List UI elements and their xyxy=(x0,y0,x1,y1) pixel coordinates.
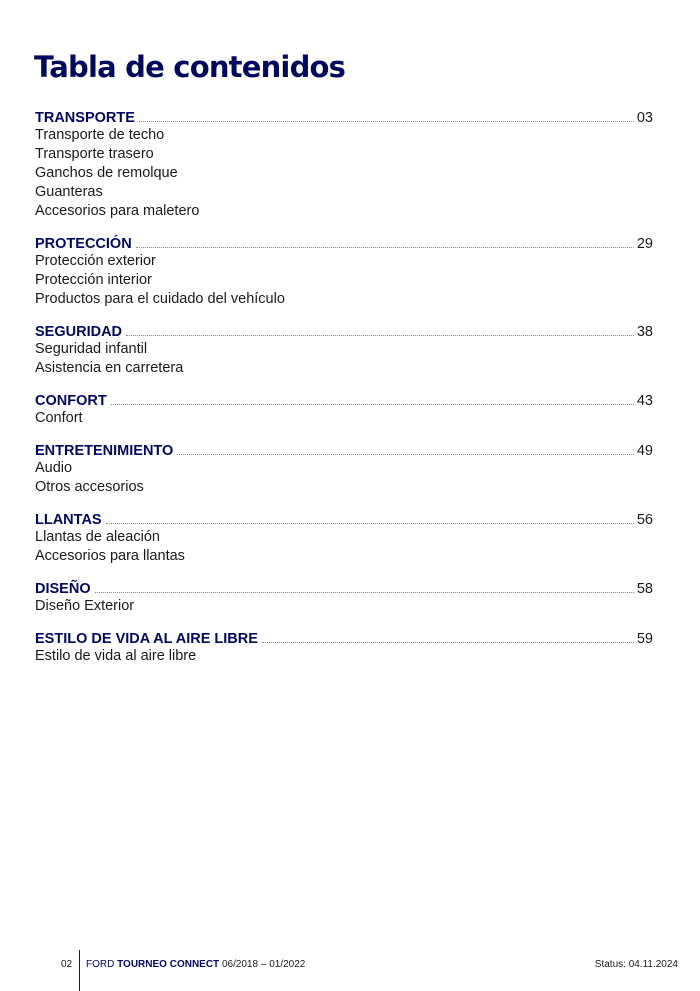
section-title: ESTILO DE VIDA AL AIRE LIBRE xyxy=(35,631,258,647)
dot-leader xyxy=(95,592,634,593)
toc-item[interactable]: Productos para el cuidado del vehículo xyxy=(35,291,285,307)
dot-leader xyxy=(139,121,634,122)
toc-section-heading[interactable] xyxy=(35,389,653,409)
dot-leader xyxy=(177,454,634,455)
toc-section-heading[interactable] xyxy=(35,508,653,528)
toc-item[interactable]: Protección exterior xyxy=(35,253,156,269)
toc-item[interactable]: Protección interior xyxy=(35,272,152,288)
toc-item[interactable]: Llantas de aleación xyxy=(35,529,160,545)
footer-brand: FORD xyxy=(86,959,115,970)
toc-section xyxy=(35,320,653,378)
section-page-number: 56 xyxy=(636,512,653,528)
toc-item[interactable]: Diseño Exterior xyxy=(35,598,135,614)
page-title: Tabla de contenidos xyxy=(34,50,346,84)
toc-item[interactable]: Audio xyxy=(35,460,73,476)
toc-section xyxy=(35,577,653,616)
section-page-number: 38 xyxy=(636,324,653,340)
toc-section xyxy=(35,389,653,428)
section-page-number: 59 xyxy=(636,631,653,647)
footer-date-range: 06/2018 – 01/2022 xyxy=(221,959,306,970)
footer-status: Status: 04.11.2024 xyxy=(594,959,678,970)
toc-item[interactable]: Guanteras xyxy=(35,184,103,200)
section-title: CONFORT xyxy=(35,393,107,409)
toc-item[interactable]: Confort xyxy=(35,410,83,426)
toc-item[interactable]: Transporte de techo xyxy=(35,127,165,143)
section-page-number: 49 xyxy=(636,443,653,459)
toc-item[interactable]: Ganchos de remolque xyxy=(35,165,178,181)
toc-item[interactable]: Seguridad infantil xyxy=(35,341,148,357)
dot-leader xyxy=(106,523,634,524)
dot-leader xyxy=(262,642,634,643)
toc-section xyxy=(35,508,653,566)
dot-leader xyxy=(126,335,634,336)
toc-item[interactable]: Asistencia en carretera xyxy=(35,360,184,376)
toc-section xyxy=(35,232,653,309)
toc-item[interactable]: Accesorios para maletero xyxy=(35,203,200,219)
section-title: DISEÑO xyxy=(35,581,91,597)
toc-item[interactable]: Accesorios para llantas xyxy=(35,548,185,564)
toc-item[interactable]: Otros accesorios xyxy=(35,479,144,495)
section-title: SEGURIDAD xyxy=(35,324,123,340)
section-page-number: 03 xyxy=(636,110,653,126)
footer-page-number: 02 xyxy=(61,959,73,970)
toc-section-heading[interactable] xyxy=(35,232,653,252)
section-title: LLANTAS xyxy=(35,512,102,528)
section-title: ENTRETENIMIENTO xyxy=(35,443,174,459)
toc-item[interactable]: Transporte trasero xyxy=(35,146,154,162)
section-page-number: 43 xyxy=(636,393,653,409)
page-footer xyxy=(0,950,700,991)
section-title: TRANSPORTE xyxy=(35,110,135,126)
toc-section-heading[interactable] xyxy=(35,439,653,459)
dot-leader xyxy=(136,247,634,248)
toc-section xyxy=(35,106,653,221)
toc-section-heading[interactable] xyxy=(35,577,653,597)
footer-vehicle-info xyxy=(86,959,305,970)
section-page-number: 58 xyxy=(636,581,653,597)
footer-divider xyxy=(79,950,80,991)
toc-section-heading[interactable] xyxy=(35,627,653,647)
section-page-number: 29 xyxy=(636,236,653,252)
toc-section xyxy=(35,627,653,666)
dot-leader xyxy=(111,404,634,405)
table-of-contents xyxy=(35,106,653,677)
toc-section xyxy=(35,439,653,497)
toc-item[interactable]: Estilo de vida al aire libre xyxy=(35,648,197,664)
toc-section-heading[interactable] xyxy=(35,106,653,126)
section-title: PROTECCIÓN xyxy=(35,236,132,252)
toc-section-heading[interactable] xyxy=(35,320,653,340)
footer-model: TOURNEO CONNECT xyxy=(117,959,220,970)
